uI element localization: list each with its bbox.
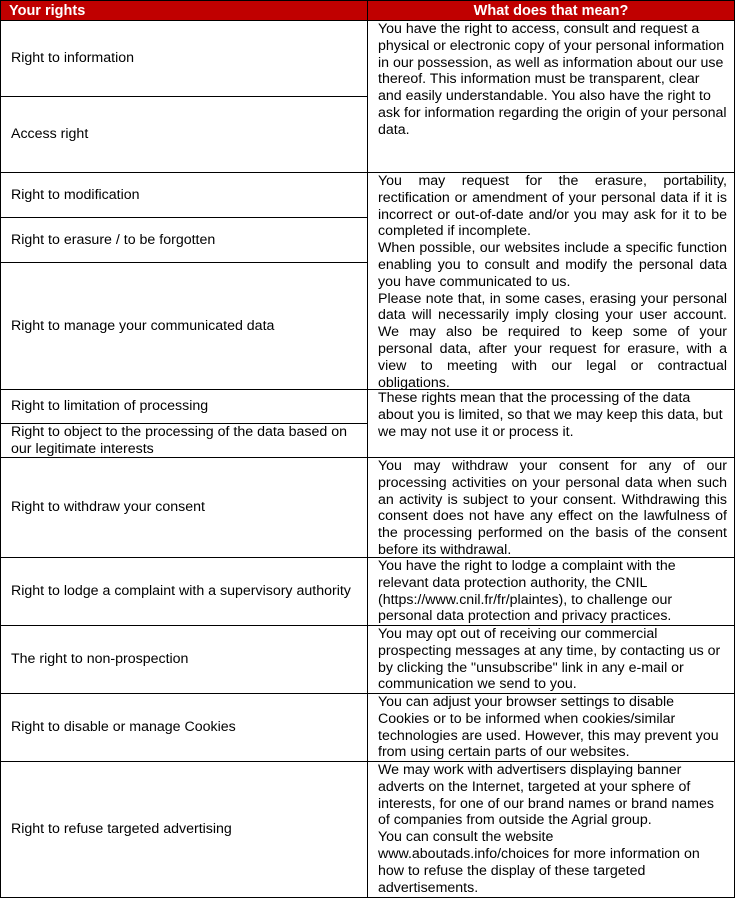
meaning-cell-withdraw-consent: [367, 458, 735, 558]
meaning-text: You may withdraw your consent for any of our processing activities on your personal data when such an activity is subject to your consent. Withdrawing this consent does not have any effect on the lawfulness of the processing performed on the basis of the consent before its withdrawal.: [378, 458, 727, 558]
meaning-text: You have the right to lodge a complaint with the relevant data protection authority, the CNIL (https://www.cnil.fr/fr/plaintes), to challenge our personal data protection and privacy practices.: [378, 558, 676, 625]
meaning-text: When possible, our websites include a specific function enabling you to consult and modify the personal data you have communicated to us.: [378, 240, 727, 290]
meaning-text: We may work with advertisers displaying banner adverts on the Internet, targeted at your sphere of interests, for one of our brand names or brand names of companies from outside the Agrial group.: [378, 762, 714, 829]
right-cell-access: Access right: [0, 97, 368, 173]
right-cell-complaint: Right to lodge a complaint with a supervisory authority: [0, 558, 368, 626]
right-cell-modification: Right to modification: [0, 173, 368, 218]
meaning-text: These rights mean that the processing of the data about you is limited, so that we may keep this data, but we may not use it or process it.: [378, 390, 723, 440]
meaning-cell-targeted-advertising: [367, 762, 735, 898]
meaning-cell-limitation: [367, 390, 735, 458]
meaning-cell-modification: [367, 173, 735, 390]
meaning-text: You may request for the erasure, portability, rectification or amendment of your personal data if it is incorrect or out-of-date and/or you may ask for it to be completed if incomplete.: [378, 173, 727, 240]
meaning-cell-cookies: [367, 694, 735, 762]
right-cell-targeted-advertising: Right to refuse targeted advertising: [0, 762, 368, 898]
meaning-cell-non-prospection: [367, 626, 735, 694]
meaning-text: You may opt out of receiving our commercial prospecting messages at any time, by contacting us or by clicking the "unsubscribe" link in any e-mail or communication we send to you.: [378, 626, 721, 693]
header-your-rights: Your rights: [0, 0, 368, 21]
meaning-text: You can consult the website www.aboutads.info/choices for more information on how to refuse the display of these targeted advertisements.: [378, 829, 700, 896]
header-what-does-that-mean: What does that mean?: [367, 0, 735, 21]
right-cell-cookies: Right to disable or manage Cookies: [0, 694, 368, 762]
right-cell-information: Right to information: [0, 21, 368, 97]
meaning-text: You have the right to access, consult and request a physical or electronic copy of your personal information in our possession, as well as information about our use thereof. This information must be transparent, clear and easily understandable. You also have the right to ask for information regarding the origin of your personal data.: [378, 21, 727, 138]
meaning-text: You can adjust your browser settings to disable Cookies or to be informed when cookies/similar technologies are used. However, this may prevent you from using certain parts of our websites.: [378, 694, 719, 761]
right-cell-limitation: Right to limitation of processing: [0, 390, 368, 424]
right-cell-erasure: Right to erasure / to be forgotten: [0, 218, 368, 263]
right-cell-manage-data: Right to manage your communicated data: [0, 263, 368, 390]
right-cell-object: Right to object to the processing of the data based on our legitimate interests: [0, 424, 368, 458]
meaning-cell-complaint: [367, 558, 735, 626]
meaning-text: Please note that, in some cases, erasing your personal data will necessarily imply closing your user account. We may also be required to keep some of your personal data, after your request for erasure, with a view to meeting with our legal or contractual obligations.: [378, 290, 727, 390]
meaning-cell-access: [367, 21, 735, 173]
right-cell-withdraw-consent: Right to withdraw your consent: [0, 458, 368, 558]
right-cell-non-prospection: The right to non-prospection: [0, 626, 368, 694]
